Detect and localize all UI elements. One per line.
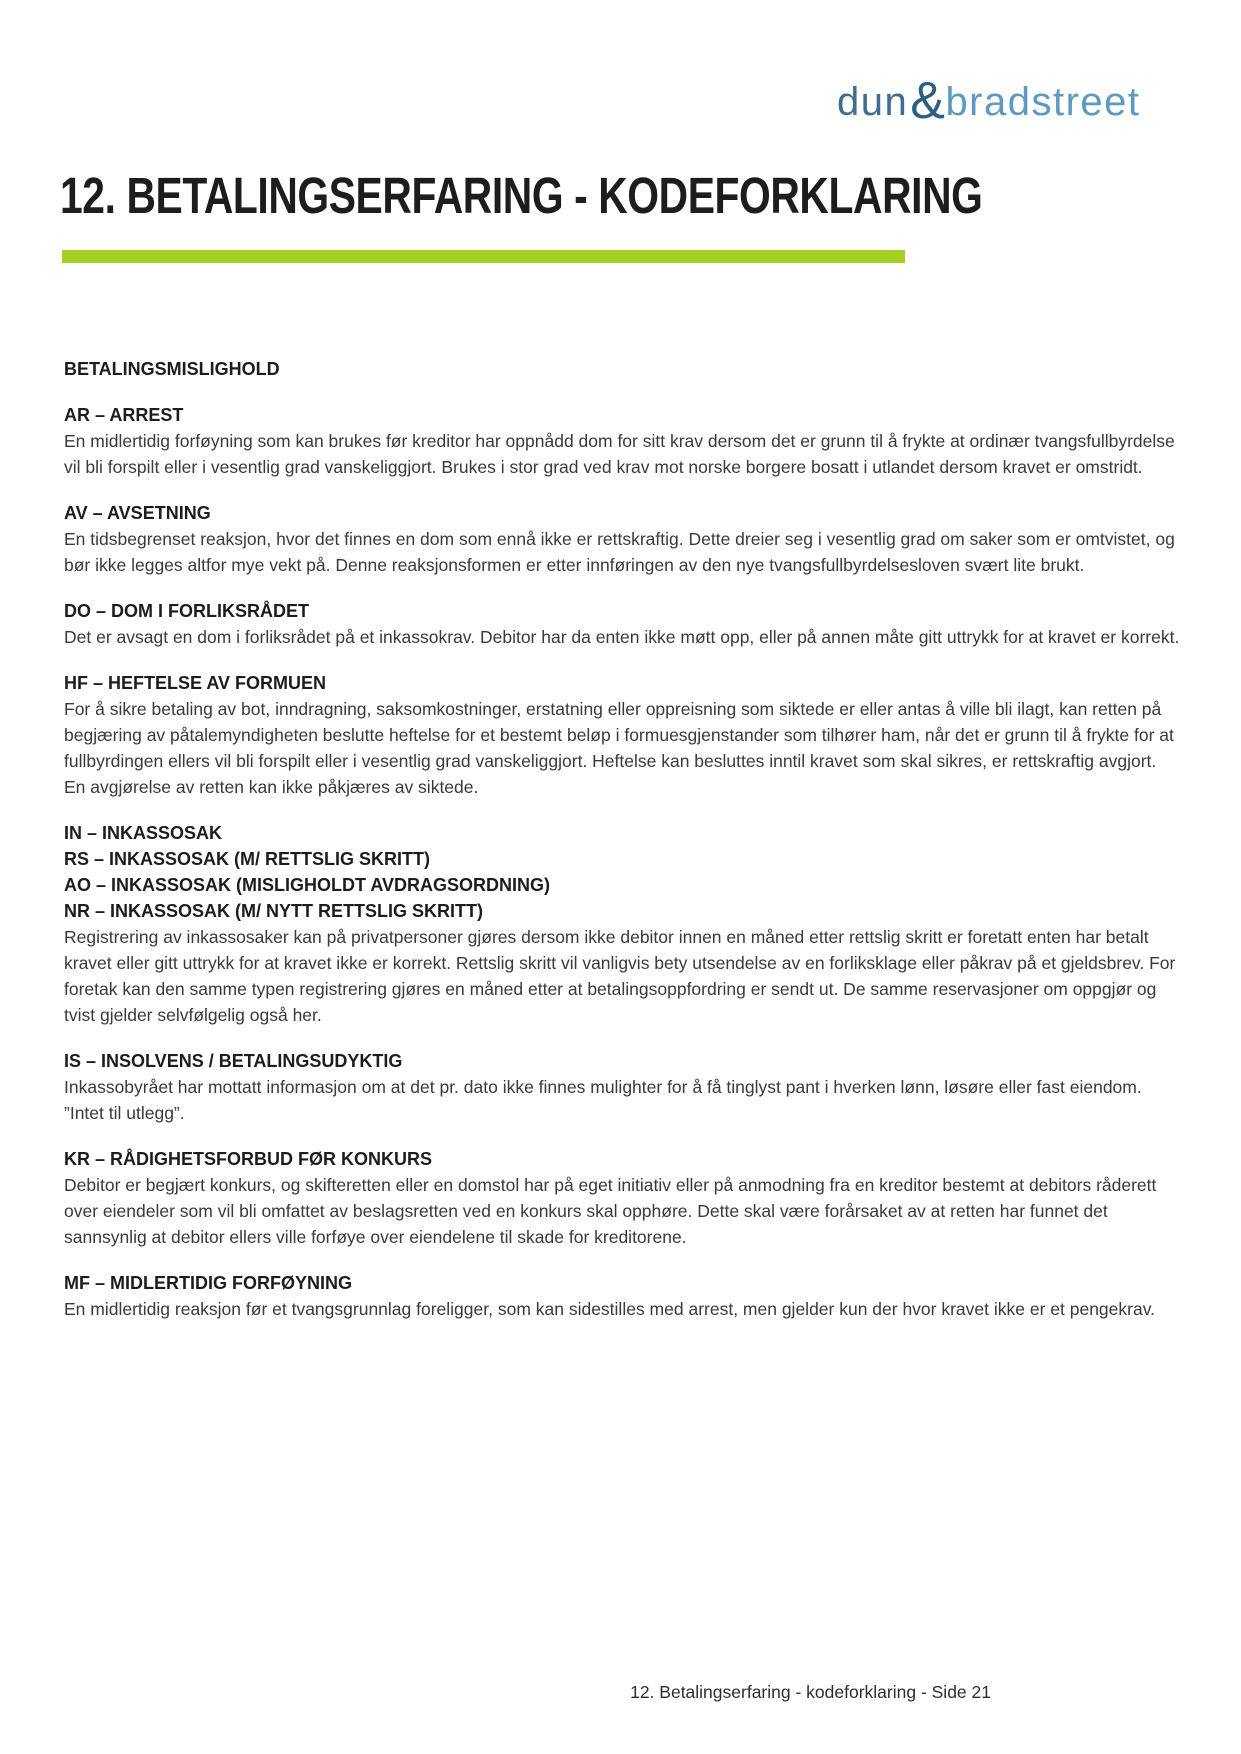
section-body: For å sikre betaling av bot, inndragning, saksomkostninger, erstatning eller oppreisning som siktede er eller antas å ville bli ilagt, kan retten på begjæring av påtalemyndigheten beslutte heftelse for et bestemt beløp i formuesgjenstander som tilhører ham, når det er grunn til å frykte for at fullbyrdingen ellers vil bli forspilt eller i vesentlig grad vanskeliggjort. Heftelse kan besluttes inntil kravet som skal sikres, er rettskraftig avgjort. En avgjørelse av retten kan ikke påkjæres av siktede. — [64, 699, 1174, 797]
section-heading: NR – INKASSOSAK (M/ NYTT RETTSLIG SKRITT) — [64, 901, 484, 921]
section-heading: MF – MIDLERTIDIG FORFØYNING — [64, 1273, 352, 1293]
page-title: 12. BETALINGSERFARING - KODEFORKLARING — [60, 167, 983, 224]
section-hf — [64, 670, 1182, 800]
section-heading: HF – HEFTELSE AV FORMUEN — [64, 673, 327, 693]
section-body: En midlertidig forføyning som kan brukes før kreditor har oppnådd dom for sitt krav dersom det er grunn til å frykte at ordinær tvangsfullbyrdelse vil bli forspilt eller i vesentlig grad vanskeliggjort. Brukes i stor grad ved krav mot norske borgere bosatt i utlandet dersom kravet er omstridt. — [64, 431, 1175, 477]
section-body: En tidsbegrenset reaksjon, hvor det finnes en dom som ennå ikke er rettskraftig. Dette dreier seg i vesentlig grad om saker som er omtvistet, og bør ikke legges altfor mye vekt på. Denne reaksjonsformen er etter innføringen av den nye tvangsfullbyrdelsesloven svært lite brukt. — [64, 529, 1175, 575]
section-body: En midlertidig reaksjon før et tvangsgrunnlag foreligger, som kan sidestilles med arrest, men gjelder kun der hvor kravet ikke er et pengekrav. — [64, 1299, 1156, 1319]
category-heading: BETALINGSMISLIGHOLD — [64, 359, 280, 379]
section-ar — [64, 402, 1182, 480]
title-accent-bar — [62, 250, 905, 263]
section-kr — [64, 1146, 1182, 1250]
body-content — [64, 356, 1182, 1322]
section-body: Registrering av inkassosaker kan på privatpersoner gjøres dersom ikke debitor innen en måned etter rettslig skritt er foretatt enten har betalt kravet eller gitt uttrykk for at kravet ikke er korrekt. Rettslig skritt vil vanligvis bety utsendelse av en forliksklage eller påkrav på et gjeldsbrev. For foretak kan den samme typen registrering gjøres en måned etter at betalingsoppfordring er sendt ut. De samme reservasjoner om oppgjør og tvist gjelder selvfølgelig også her. — [64, 927, 1176, 1025]
section-heading: DO – DOM I FORLIKSRÅDET — [64, 601, 310, 621]
dun-bradstreet-logo — [837, 68, 1141, 128]
section-av — [64, 500, 1182, 578]
page-footer: 12. Betalingserfaring - kodeforklaring - Side 21 — [630, 1682, 991, 1702]
section-heading: AO – INKASSOSAK (MISLIGHOLDT AVDRAGSORDNING) — [64, 875, 551, 895]
section-heading: IS – INSOLVENS / BETALINGSUDYKTIG — [64, 1051, 403, 1071]
section-inkasso — [64, 820, 1182, 1028]
section-heading: AV – AVSETNING — [64, 503, 211, 523]
section-heading: KR – RÅDIGHETSFORBUD FØR KONKURS — [64, 1149, 433, 1169]
logo-text-dun: dun — [837, 80, 909, 124]
section-body: Inkassobyrået har mottatt informasjon om at det pr. dato ikke finnes mulighter for å få tinglyst pant i hverken lønn, løsøre eller fast eiendom. ”Intet til utlegg”. — [64, 1077, 1142, 1123]
section-heading: IN – INKASSOSAK — [64, 823, 223, 843]
logo-ampersand-icon: & — [910, 72, 947, 130]
section-heading: AR – ARREST — [64, 405, 184, 425]
section-heading: RS – INKASSOSAK (M/ RETTSLIG SKRITT) — [64, 849, 431, 869]
section-mf — [64, 1270, 1182, 1322]
section-is — [64, 1048, 1182, 1126]
section-body: Debitor er begjært konkurs, og skifteretten eller en domstol har på eget initiativ eller på anmodning fra en kreditor bestemt at debitors råderett over eiendeler som vil bli omfattet av beslagsretten ved en konkurs skal opphøre. Dette skal være forårsaket av at retten har funnet det sannsynlig at debitor ellers ville forføye over eiendelene til skade for kreditorene. — [64, 1175, 1157, 1247]
section-do — [64, 598, 1182, 650]
section-body: Det er avsagt en dom i forliksrådet på et inkassokrav. Debitor har da enten ikke møtt opp, eller på annen måte gitt uttrykk for at kravet er korrekt. — [64, 627, 1180, 647]
logo-text-bradstreet: bradstreet — [945, 80, 1141, 124]
